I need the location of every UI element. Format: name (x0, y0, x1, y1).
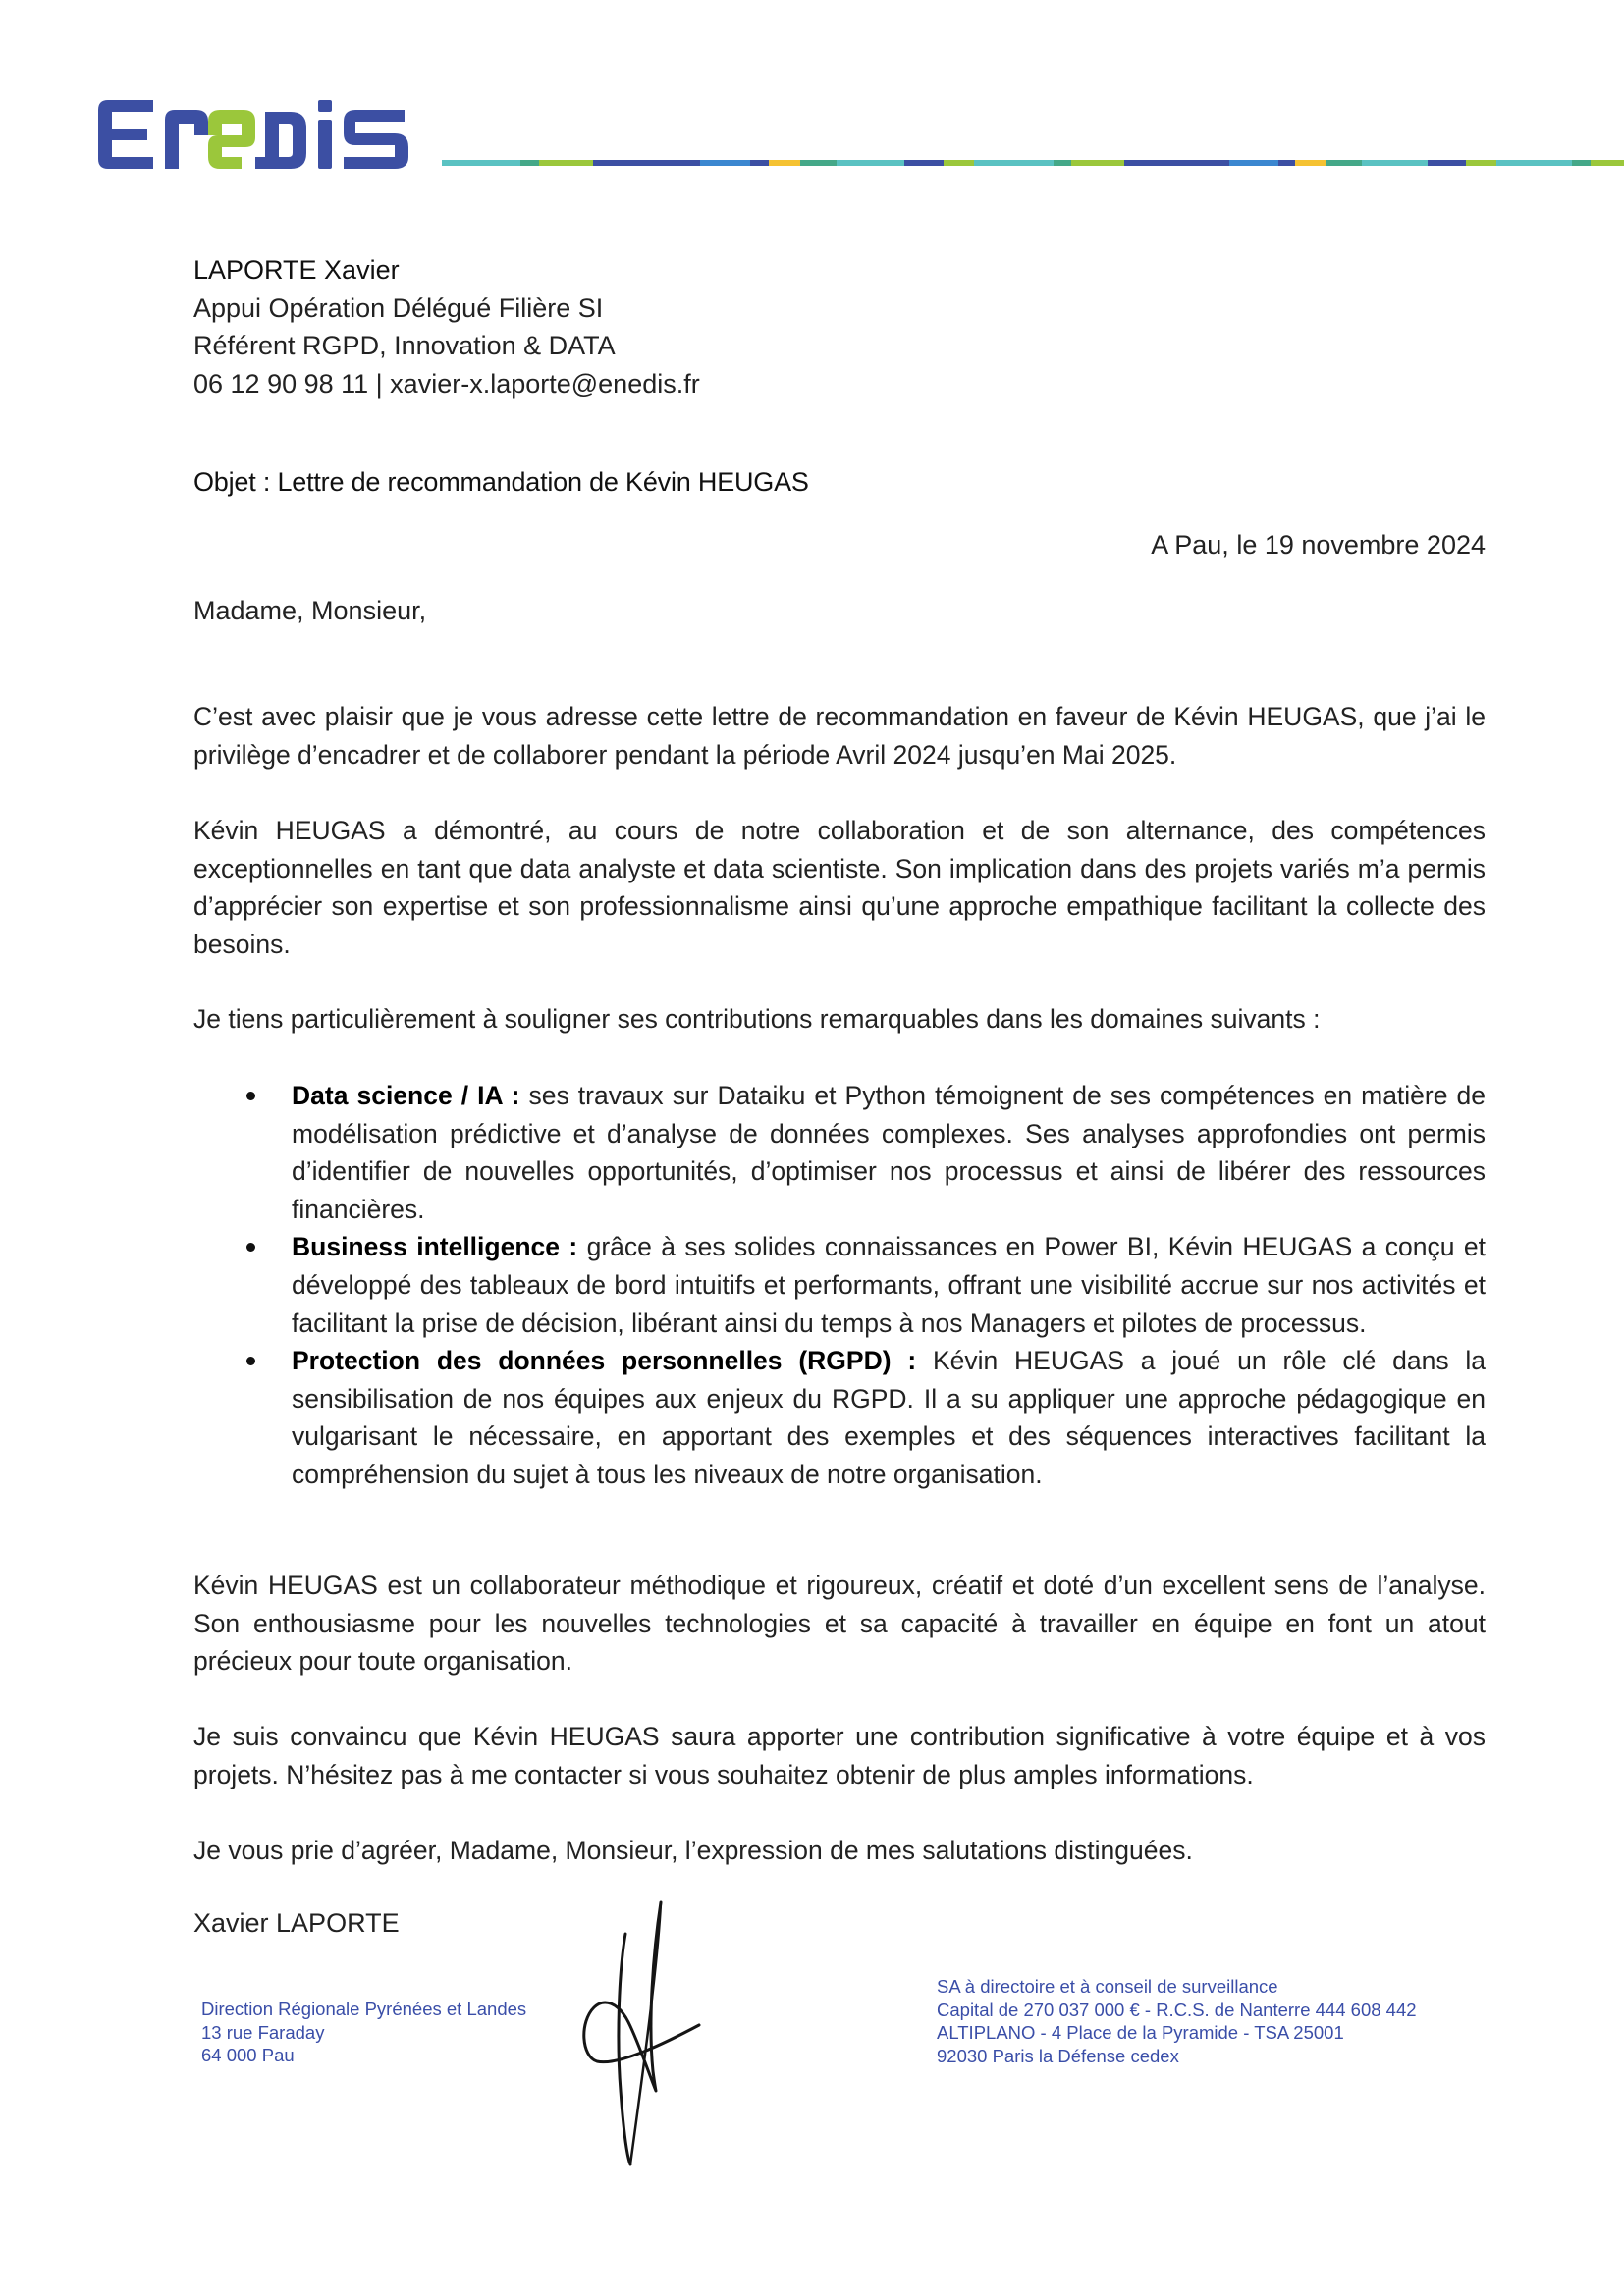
deco-line-segment (769, 160, 800, 166)
deco-line-segment (442, 160, 520, 166)
deco-line-segment (1278, 160, 1295, 166)
paragraph-skills: Kévin HEUGAS a démontré, au cours de notre collaboration et de son alternance, des compétences exceptionnelles en tant que data analyste et data scientiste. Son implication dans des projets variés m’a permis d’apprécier son expertise et son professionnalisme ainsi qu’une approche empathique facilitant la collecte des besoins. (193, 816, 1486, 959)
sender-block (193, 251, 700, 402)
deco-line-segment (974, 160, 1053, 166)
deco-line-segment (944, 160, 974, 166)
letter-subject: Objet : Lettre de recommandation de Kévin HEUGAS (193, 467, 809, 497)
sender-name: LAPORTE Xavier (193, 255, 400, 285)
deco-line-segment (904, 160, 944, 166)
handwritten-signature-icon (569, 1895, 727, 2169)
bullet-icon (246, 1357, 255, 1365)
deco-line-segment (1071, 160, 1124, 166)
deco-line-segment (700, 160, 751, 166)
list-item-term: Protection des données personnelles (RGPD) : (292, 1346, 917, 1376)
deco-line-segment (520, 160, 538, 166)
enedis-logo (94, 96, 422, 173)
list-item (193, 1077, 1486, 1228)
letter-date: A Pau, le 19 novembre 2024 (1151, 530, 1486, 560)
deco-line-segment (1326, 160, 1362, 166)
signatory-name: Xavier LAPORTE (193, 1908, 400, 1938)
deco-line-segment (837, 160, 904, 166)
contributions-list (193, 1077, 1486, 1494)
list-item-term: Business intelligence : (292, 1232, 578, 1262)
deco-line-segment (1362, 160, 1429, 166)
deco-line-segment (1572, 160, 1590, 166)
list-item (193, 1342, 1486, 1493)
deco-line-segment (1466, 160, 1496, 166)
list-item (193, 1228, 1486, 1342)
footer-left-line: 13 rue Faraday (201, 2021, 325, 2043)
deco-line-segment (593, 160, 700, 166)
footer-right-line: Capital de 270 037 000 € - R.C.S. de Nanterre 444 608 442 (937, 1999, 1417, 2020)
list-item-text: Kévin HEUGAS a joué un rôle clé dans la sensibilisation de nos équipes aux enjeux du RGPD. Il a su appliquer une approche pédagogique en vulgarisant le nécessaire, en apportant des exemples et des séquences interactives facilitant la compréhension du sujet à tous les niveaux de notre organisation. (292, 1346, 1486, 1489)
paragraph-conclusion: Je suis convaincu que Kévin HEUGAS saura apporter une contribution significative à votre équipe et à vos projets. N’hésitez pas à me contacter si vous souhaitez obtenir de plus amples informations. (193, 1722, 1486, 1789)
deco-line-segment (1295, 160, 1326, 166)
deco-line-segment (1496, 160, 1572, 166)
list-item-term: Data science / IA : (292, 1081, 520, 1110)
deco-line-segment (750, 160, 768, 166)
footer-left-line: Direction Régionale Pyrénées et Landes (201, 1999, 527, 2019)
deco-line-segment (1054, 160, 1071, 166)
sender-contact: 06 12 90 98 11 | xavier-x.laporte@enedis.fr (193, 368, 700, 399)
footer-right-line: 92030 Paris la Défense cedex (937, 2045, 1179, 2066)
paragraph-contributions-intro: Je tiens particulièrement à souligner ses contributions remarquables dans les domaines suivants : (193, 1004, 1321, 1034)
list-item-text: ses travaux sur Dataiku et Python témoignent de ses compétences en matière de modélisation prédictive et d’analyse de données complexes. Ses analyses approfondies ont permis d’identifier de nouvelles opportunités, d’optimiser nos processus et ainsi de libérer des ressources financières. (292, 1081, 1486, 1224)
footer-right-line: ALTIPLANO - 4 Place de la Pyramide - TSA 25001 (937, 2022, 1344, 2043)
deco-line-segment (1229, 160, 1278, 166)
sender-title: Appui Opération Délégué Filière SI (193, 293, 604, 323)
bullet-icon (246, 1243, 255, 1252)
list-item-text: grâce à ses solides connaissances en Power BI, Kévin HEUGAS a conçu et développé des tableaux de bord intuitifs et performants, offrant une visibilité accrue sur nos activités et facilitant la prise de décision, libérant ainsi du temps à nos Managers et pilotes de processus. (292, 1232, 1487, 1338)
paragraph-closing: Je vous prie d’agréer, Madame, Monsieur, l’expression de mes salutations distinguées. (193, 1836, 1193, 1865)
paragraph-intro: C’est avec plaisir que je vous adresse cette lettre de recommandation en faveur de Kévin HEUGAS, que j’ai le privilège d’encadrer et de collaborer pendant la période Avril 2024 jusqu’en Mai 2025. (193, 702, 1486, 770)
bullet-icon (246, 1092, 255, 1100)
deco-line-segment (1124, 160, 1229, 166)
deco-line-segment (800, 160, 838, 166)
paragraph-qualities: Kévin HEUGAS est un collaborateur méthodique et rigoureux, créatif et doté d’un excellent sens de l’analyse. Son enthousiasme pour les nouvelles technologies et sa capacité à travailler en équipe en font un atout précieux pour toute organisation. (193, 1571, 1486, 1677)
footer-right-line: SA à directoire et à conseil de surveillance (937, 1976, 1278, 1997)
footer-regional-address (201, 1998, 526, 2067)
footer-left-line: 64 000 Pau (201, 2045, 295, 2065)
deco-line-segment (1428, 160, 1466, 166)
decorative-color-line (442, 160, 1624, 166)
deco-line-segment (1591, 160, 1624, 166)
salutation: Madame, Monsieur, (193, 596, 427, 625)
footer-company-info (937, 1975, 1417, 2067)
deco-line-segment (539, 160, 593, 166)
sender-role: Référent RGPD, Innovation & DATA (193, 331, 616, 360)
